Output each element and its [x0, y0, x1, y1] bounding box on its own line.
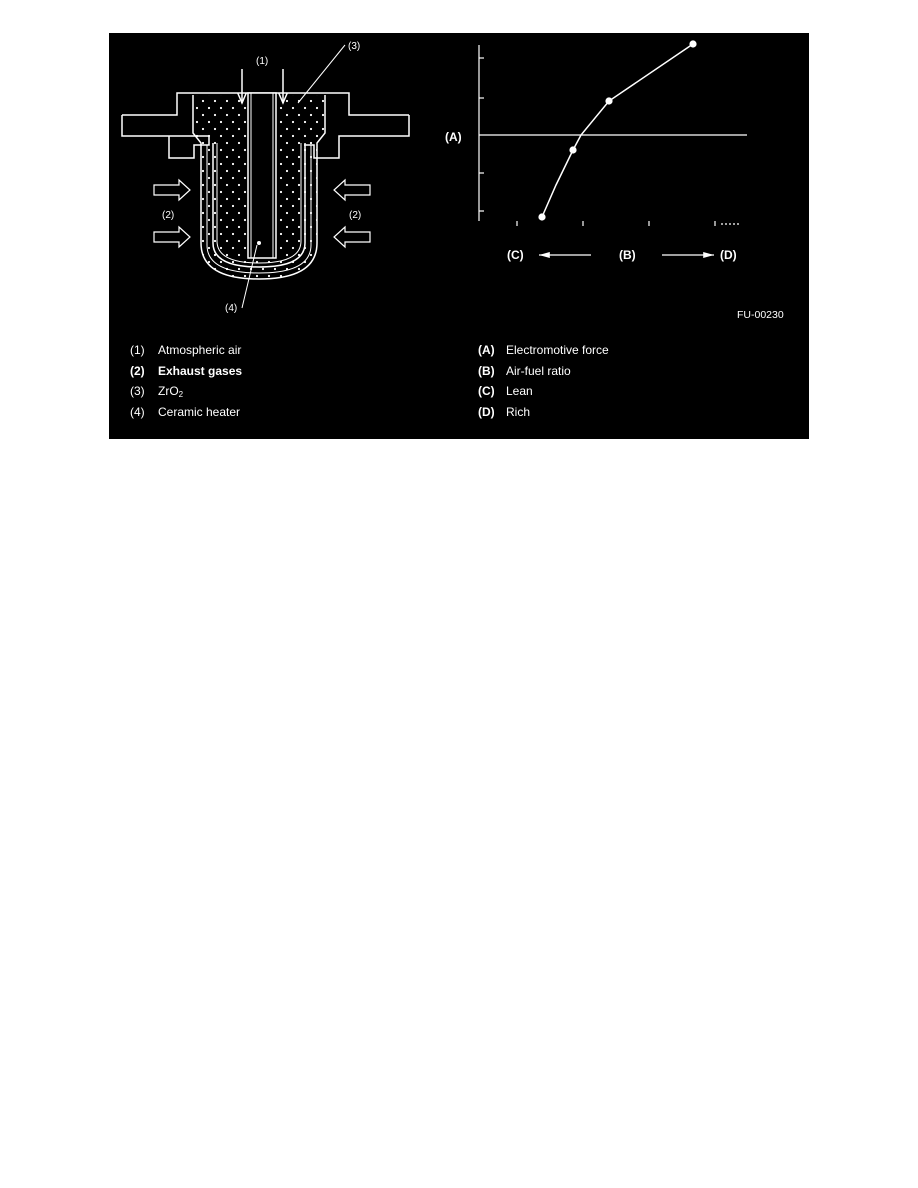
- legend-letter: (D): [478, 404, 495, 419]
- callout-ceramic-heater: (4): [225, 303, 238, 314]
- legend-label: Electromotive force: [506, 343, 609, 357]
- exhaust-arrow-left-top: [154, 180, 190, 200]
- legend-subscript: 2: [178, 390, 184, 399]
- curve-point: [606, 98, 612, 104]
- legend-item-electromotive-force: [478, 340, 609, 361]
- label-rich: (D): [720, 248, 737, 262]
- legend-label: Ceramic heater: [158, 404, 241, 419]
- legend-number: (2): [130, 363, 145, 378]
- callout-atmospheric-air: (1): [256, 56, 269, 67]
- legend-left: [130, 340, 242, 422]
- legend-item-exhaust-gases: [130, 361, 242, 382]
- callout-exhaust-left: (2): [162, 210, 175, 221]
- emf-curve: [542, 44, 693, 217]
- leader-line-zro2: [298, 45, 345, 103]
- legend-label: Atmospheric air: [158, 343, 242, 357]
- legend-label: Air-fuel ratio: [506, 363, 571, 378]
- label-emf: (A): [445, 130, 462, 144]
- curve-point: [570, 147, 576, 153]
- exhaust-arrow-right-top: [334, 180, 370, 200]
- legend-item-air-fuel-ratio: [478, 361, 609, 382]
- callout-zro2: (3): [348, 41, 361, 52]
- ceramic-heater-tube: [248, 93, 276, 258]
- legend-right: [478, 340, 609, 422]
- figure-code: FU-00230: [737, 309, 784, 321]
- legend-label: ZrO: [158, 384, 179, 398]
- curve-point: [690, 41, 696, 47]
- label-lean: (C): [507, 248, 524, 262]
- legend-label: Lean: [506, 384, 533, 398]
- label-air-fuel-ratio: (B): [619, 248, 636, 262]
- legend-number: (1): [130, 343, 145, 357]
- legend-item-atmospheric-air: [130, 340, 242, 361]
- legend-label: Exhaust gases: [158, 363, 243, 378]
- legend-number: (3): [130, 384, 145, 398]
- legend-item-ceramic-heater: [130, 402, 242, 423]
- oxygen-sensor-cross-section: [122, 45, 409, 308]
- legend-letter: (A): [478, 343, 495, 357]
- exhaust-arrow-left-bottom: [154, 227, 190, 247]
- emf-curve-graph: [479, 41, 747, 255]
- curve-point: [539, 214, 545, 220]
- legend-item-zro2: [130, 381, 242, 402]
- legend-number: (4): [130, 404, 145, 419]
- legend-label: Rich: [506, 404, 531, 419]
- legend-item-lean: [478, 381, 609, 402]
- exhaust-arrow-right-bottom: [334, 227, 370, 247]
- figure-panel: [109, 33, 809, 439]
- legend-letter: (C): [478, 384, 495, 398]
- legend-item-rich: [478, 402, 609, 423]
- callout-exhaust-right: (2): [349, 210, 362, 221]
- legend-letter: (B): [478, 363, 495, 378]
